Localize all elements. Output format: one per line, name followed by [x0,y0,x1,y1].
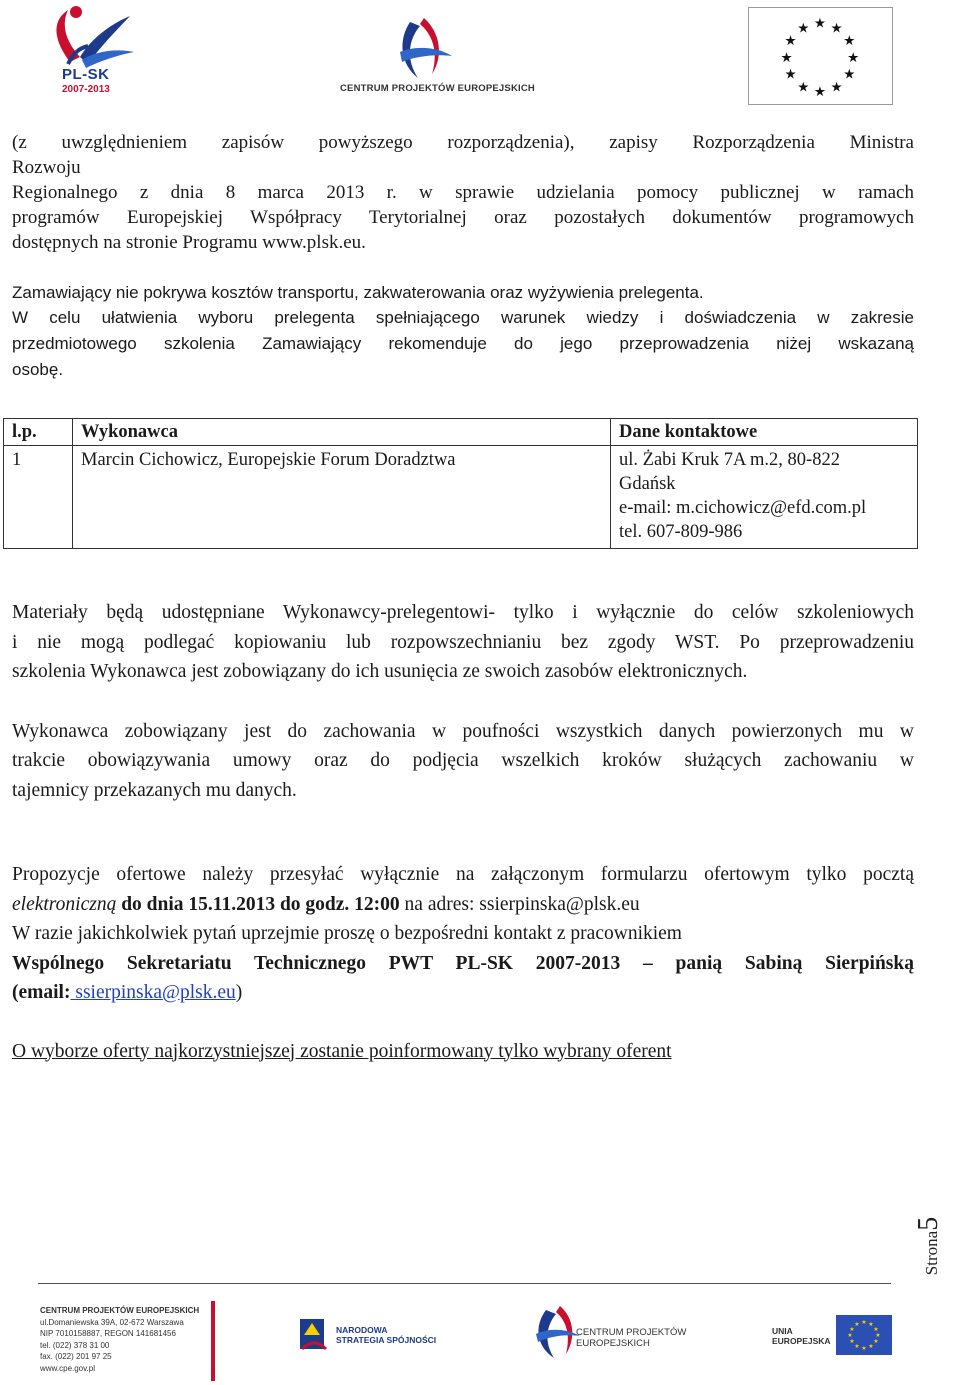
ue-text [772,1326,831,1346]
email-close: ) [235,982,243,1003]
header-lp: l.p. [4,419,73,446]
costs-note: Zamawiający nie pokrywa kosztów transportu, zakwaterowania oraz wyżywienia prelegenta. [12,283,704,302]
footer-address-block [40,1305,199,1374]
cpe-logo-text: CENTRUM PROJEKTÓW EUROPEJSKICH [340,83,535,94]
svg-text:★: ★ [797,79,810,95]
intro-line-2: Rozwoju [12,157,81,178]
footer-tel: tel. (022) 378 31 00 [40,1340,110,1350]
intro-line-3: Regionalnego z dnia 8 marca 2013 r. w sprawie udzielania pomocy publicznej w ramach [12,182,914,203]
offers-address: na adres: ssierpinska@plsk.eu [399,893,640,915]
page-header [0,0,960,115]
svg-text:★: ★ [873,1327,879,1333]
nss-text [336,1325,436,1345]
recommendation-line-3: osobę. [12,360,64,379]
svg-text:★: ★ [873,1339,879,1345]
nss-line-2: STRATEGIA SPÓJNOŚCI [336,1335,437,1345]
svg-text:★: ★ [847,1333,853,1339]
lower-body [12,598,914,1066]
svg-text:★: ★ [830,20,843,36]
intro-line-1: (z uwzględnieniem zapisów powyższego rozporządzenia), zapisy Rozporządzenia Ministra [12,132,914,153]
table-header-row [4,419,918,446]
materials-line-1: Materiały będą udostępniane Wykonawcy-prelegentowi- tylko i wyłącznie do celów szkoleniowych [12,602,914,623]
intro-line-5: dostępnych na stronie Programu www.plsk.eu. [12,232,366,253]
cpe-footer-text [576,1327,686,1349]
page-number-value: 5 [913,1216,945,1231]
svg-text:★: ★ [861,1320,867,1326]
svg-text:★: ★ [854,1344,860,1350]
recommendation-line-2: przedmiotowego szkolenia Zamawiający rekomenduje do jego przeprowadzenia niżej wskazaną [12,334,914,353]
cell-lp: 1 [4,446,73,549]
email-label: (email: [12,982,71,1003]
recommendation-line-1: W celu ułatwienia wyboru prelegenta spełniającego warunek wiedzy i doświadczenia w zakresie [12,308,914,327]
email-link[interactable]: ssierpinska@plsk.eu [70,982,236,1003]
svg-text:★: ★ [849,1327,855,1333]
footer-fax: fax. (022) 201 97 25 [40,1352,112,1361]
svg-text:★: ★ [847,49,860,65]
svg-text:★: ★ [868,1322,874,1328]
confidentiality-line-1: Wykonawca zobowiązany jest do zachowania w poufności wszystkich danych powierzonych mu w [12,720,914,742]
intro-line-4: programów Europejskiej Współpracy Terytorialnej oraz pozostałych dokumentów programowych [12,207,914,228]
offers-paragraph [12,860,914,1008]
program-logo-years: 2007-2013 [62,84,110,95]
footer-www: www.cpe.gov.pl [40,1363,95,1373]
svg-text:★: ★ [813,15,827,31]
offers-italic-word: elektroniczną [12,893,117,915]
footer-accent-bar [211,1301,215,1381]
contact-phone: tel. 607-809-986 [619,522,743,542]
offers-deadline: do dnia 15.11.2013 do godz. 12:00 [116,893,400,915]
svg-text:★: ★ [843,33,856,49]
contact-city: Gdańsk [619,474,676,494]
svg-text:★: ★ [843,66,856,82]
cpe-footer-line-1: CENTRUM PROJEKTÓW [576,1327,687,1338]
email-line [12,978,914,1008]
footer-address: ul.Domaniewska 39A, 02-672 Warszawa [40,1317,184,1327]
header-contractor: Wykonawca [73,419,611,446]
confidentiality-paragraph [12,717,914,806]
header-contact: Dane kontaktowe [611,419,918,446]
footer-ids: NIP 7010158887, REGON 141681456 [40,1329,176,1338]
contact-address: ul. Żabi Kruk 7A m.2, 80-822 [619,450,840,470]
svg-text:★: ★ [830,79,843,95]
document-body [12,130,914,383]
contact-email: e-mail: m.cichowicz@efd.com.pl [619,498,867,518]
ue-line-1: UNIA [772,1326,793,1336]
materials-paragraph [12,598,914,687]
footer-org-name: CENTRUM PROJEKTÓW EUROPEJSKICH [40,1306,200,1315]
intro-paragraph [12,130,914,255]
page-number-rotated [913,1217,945,1275]
cell-contractor: Marcin Cichowicz, Europejskie Forum Doradztwa [73,446,611,549]
recommendation-paragraph [12,305,914,383]
svg-text:★: ★ [784,33,797,49]
svg-text:★: ★ [849,1339,855,1345]
ue-line-2: EUROPEJSKA [772,1336,831,1346]
table-row [4,446,918,549]
eu-flag-stars-icon [748,7,893,105]
offers-line-1: Propozycje ofertowe należy przesyłać wyłącznie na załączonym formularzu ofertowym tylko pocztą [12,864,914,885]
materials-line-2: i nie mogą podlegać kopiowaniu lub rozpowszechnianiu bez zgody WST. Po przeprowadzeniu [12,631,914,653]
cpe-footer-line-2: EUROPEJSKICH [576,1338,650,1349]
svg-text:★: ★ [797,20,810,36]
footer-divider [38,1283,891,1284]
svg-text:★: ★ [868,1344,874,1350]
secretariat-line: Wspólnego Sekretariatu Technicznego PWT PL-SK 2007-2013 – panią Sabiną Sierpińską [12,952,914,974]
questions-line: W razie jakichkolwiek pytań uprzejmie proszę o bezpośredni kontakt z pracownikiem [12,923,682,944]
svg-text:★: ★ [861,1346,867,1352]
selection-note: O wyborze oferty najkorzystniejszej zostanie poinformowany tylko wybrany oferent [12,1040,672,1062]
page-number [913,1200,960,1290]
svg-text:★: ★ [780,49,793,65]
svg-text:★: ★ [875,1333,881,1339]
cell-contact [611,446,918,549]
confidentiality-line-2: trakcie obowiązywania umowy oraz do podjęcia wszelkich kroków służących zachowaniu w [12,750,914,771]
offers-line-2 [12,890,914,920]
page-number-label: Strona [922,1230,942,1276]
ue-flag-icon [836,1315,892,1355]
materials-line-3: szkolenia Wykonawca jest zobowiązany do ich usunięcia ze swoich zasobów elektronicznych. [12,661,748,682]
confidentiality-line-3: tajemnicy przekazanych mu danych. [12,779,297,801]
svg-text:★: ★ [784,66,797,82]
svg-text:★: ★ [813,84,827,100]
svg-text:★: ★ [854,1322,860,1328]
nss-line-1: NARODOWA [336,1325,388,1335]
contractor-table [3,418,918,549]
program-logo-name: PL-SK [62,66,110,83]
